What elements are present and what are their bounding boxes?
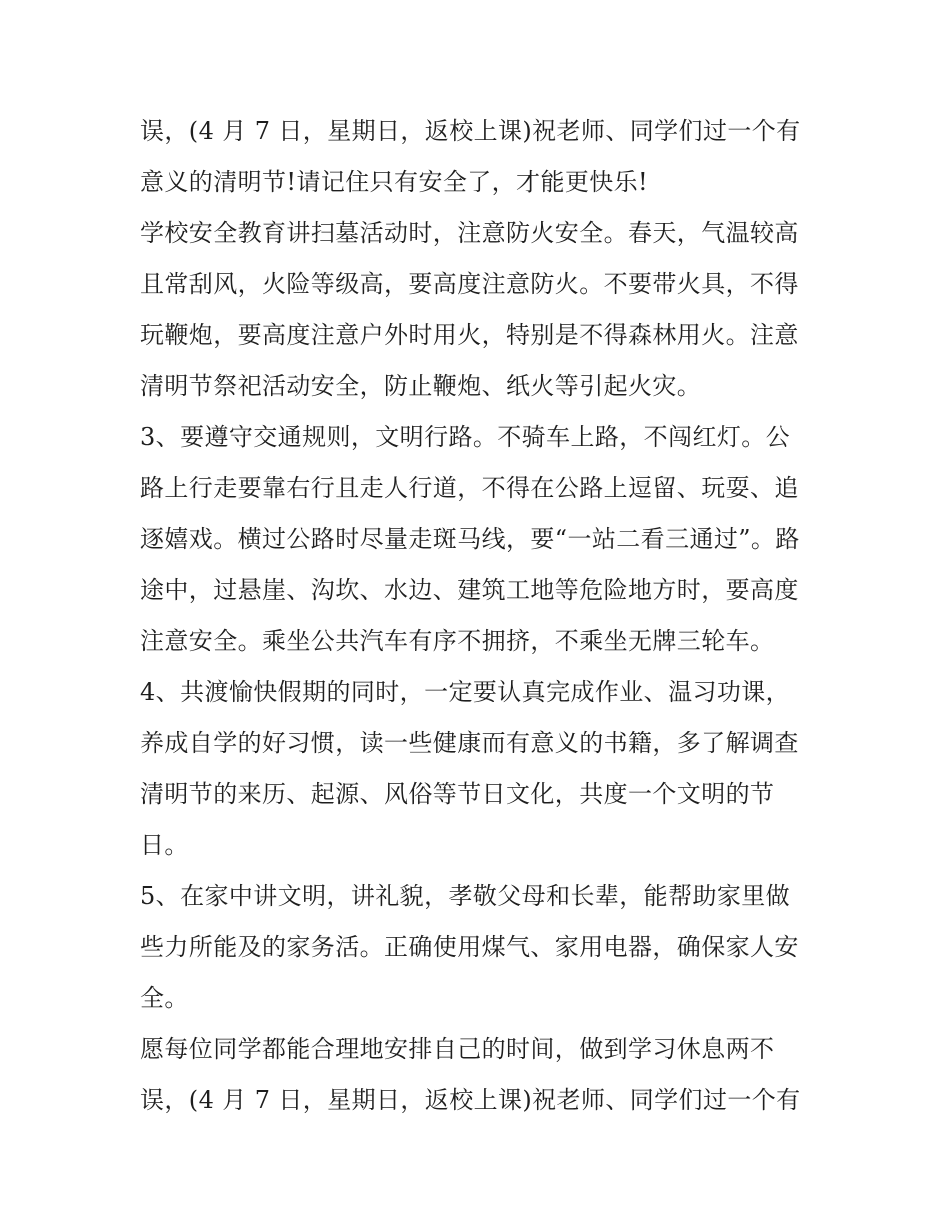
text-line: 学校安全教育讲扫墓活动时，注意防火安全。春天，气温较高 [140,219,799,247]
text-line: 日。 [140,831,189,859]
text-line: 清明节的来历、起源、风俗等节日文化，共度一个文明的节 [140,780,775,808]
text-line: 5、在家中讲文明，讲礼貌，孝敬父母和长辈，能帮助家里做 [140,882,791,910]
text-line: 全。 [140,984,189,1012]
text-line: 误，(4 月 7 日，星期日，返校上课)祝老师、同学们过一个有 [140,1086,801,1114]
text-line: 途中，过悬崖、沟坎、水边、建筑工地等危险地方时，要高度 [140,576,799,604]
text-line: 养成自学的好习惯，读一些健康而有意义的书籍，多了解调查 [140,729,799,757]
text-line: 些力所能及的家务活。正确使用煤气、家用电器，确保家人安 [140,933,799,961]
text-line: 误，(4 月 7 日，星期日，返校上课)祝老师、同学们过一个有 [140,117,801,145]
text-line: 注意安全。乘坐公共汽车有序不拥挤，不乘坐无牌三轮车。 [140,627,775,655]
document-body [140,106,830,1126]
text-line: 且常刮风，火险等级高，要高度注意防火。不要带火具，不得 [140,270,799,298]
text-line: 路上行走要靠右行且走人行道，不得在公路上逗留、玩耍、追 [140,474,799,502]
text-line: 愿每位同学都能合理地安排自己的时间，做到学习休息两不 [140,1035,775,1063]
text-line: 逐嬉戏。横过公路时尽量走斑马线，要“一站二看三通过”。路 [140,525,800,553]
text-line: 玩鞭炮，要高度注意户外时用火，特别是不得森林用火。注意 [140,321,799,349]
text-line: 3、要遵守交通规则，文明行路。不骑车上路，不闯红灯。公 [140,423,791,451]
text-line: 清明节祭祀活动安全，防止鞭炮、纸火等引起火灾。 [140,372,702,400]
text-line: 意义的清明节!请记住只有安全了，才能更快乐! [140,168,649,196]
text-line: 4、共渡愉快假期的同时，一定要认真完成作业、温习功课， [140,678,791,706]
